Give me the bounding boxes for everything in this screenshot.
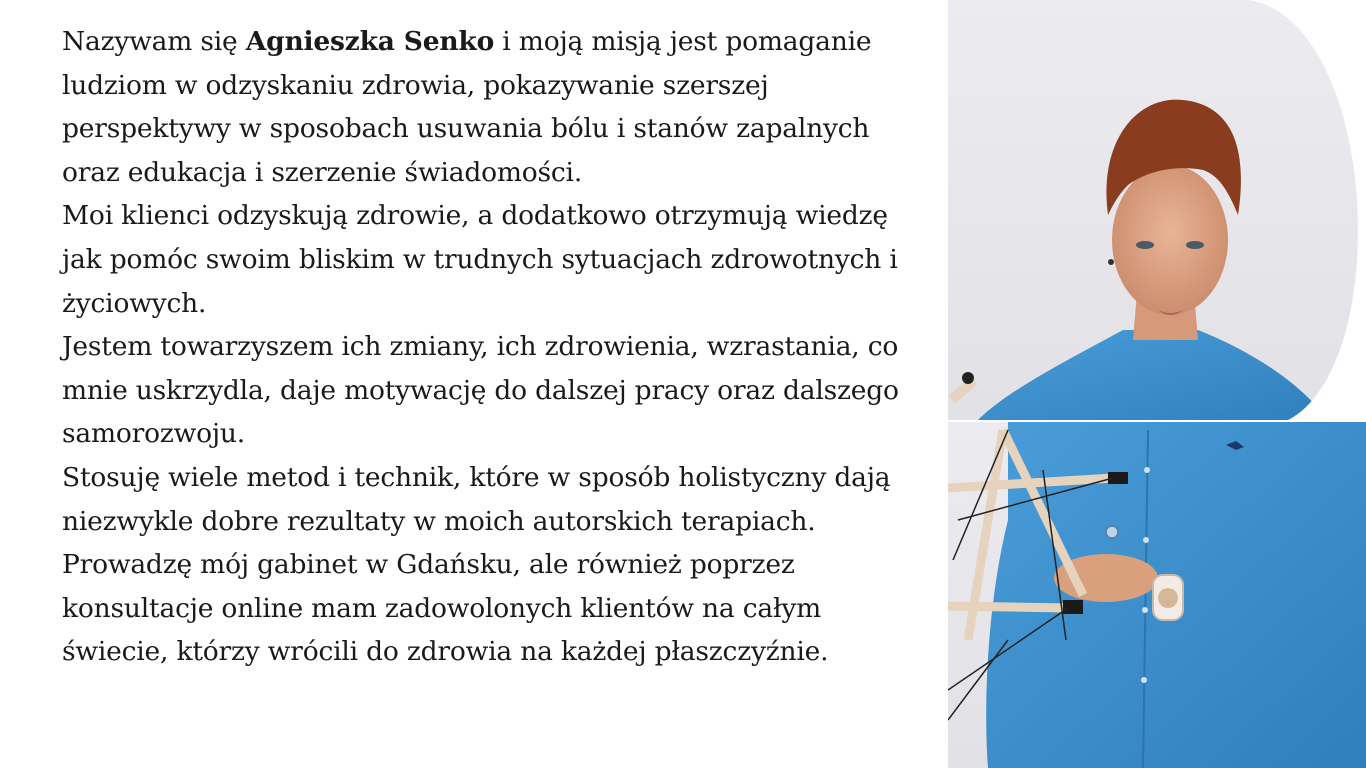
bio-paragraph-intro bbox=[62, 20, 932, 194]
author-name: Agnieszka Senko bbox=[245, 26, 495, 57]
portrait-image bbox=[948, 0, 1366, 768]
bio-paragraph-clients: Moi klienci odzyskują zdrowie, a dodatkowo otrzymują wiedzę jak pomóc swoim bliskim w trudnych sytuacjach zdrowotnych i życiowych. bbox=[62, 200, 898, 319]
bio-paragraph-companion: Jestem towarzyszem ich zmiany, ich zdrowienia, wzrastania, co mnie uskrzydla, daje motywację do dalszej pracy oraz dalszego samorozwoju. bbox=[62, 331, 899, 450]
portrait-photo bbox=[948, 0, 1366, 768]
bio-paragraph-office: Prowadzę mój gabinet w Gdańsku, ale również poprzez konsultacje online mam zadowolonych klientów na całym świecie, którzy wrócili do zdrowia na każdej płaszczyźnie. bbox=[62, 549, 829, 668]
bio-text bbox=[62, 20, 932, 674]
intro-prefix: Nazywam się bbox=[62, 26, 238, 57]
bio-paragraph-methods: Stosuję wiele metod i technik, które w sposób holistyczny dają niezwykle dobre rezultaty w moich autorskich terapiach. bbox=[62, 461, 891, 537]
intro-suffix: i moją misją jest pomaganie ludziom w odzyskaniu zdrowia, pokazywanie szerszej perspektywy w sposobach usuwania bólu i stanów zapalnych oraz edukacja i szerzenie świadomości. bbox=[62, 26, 872, 188]
